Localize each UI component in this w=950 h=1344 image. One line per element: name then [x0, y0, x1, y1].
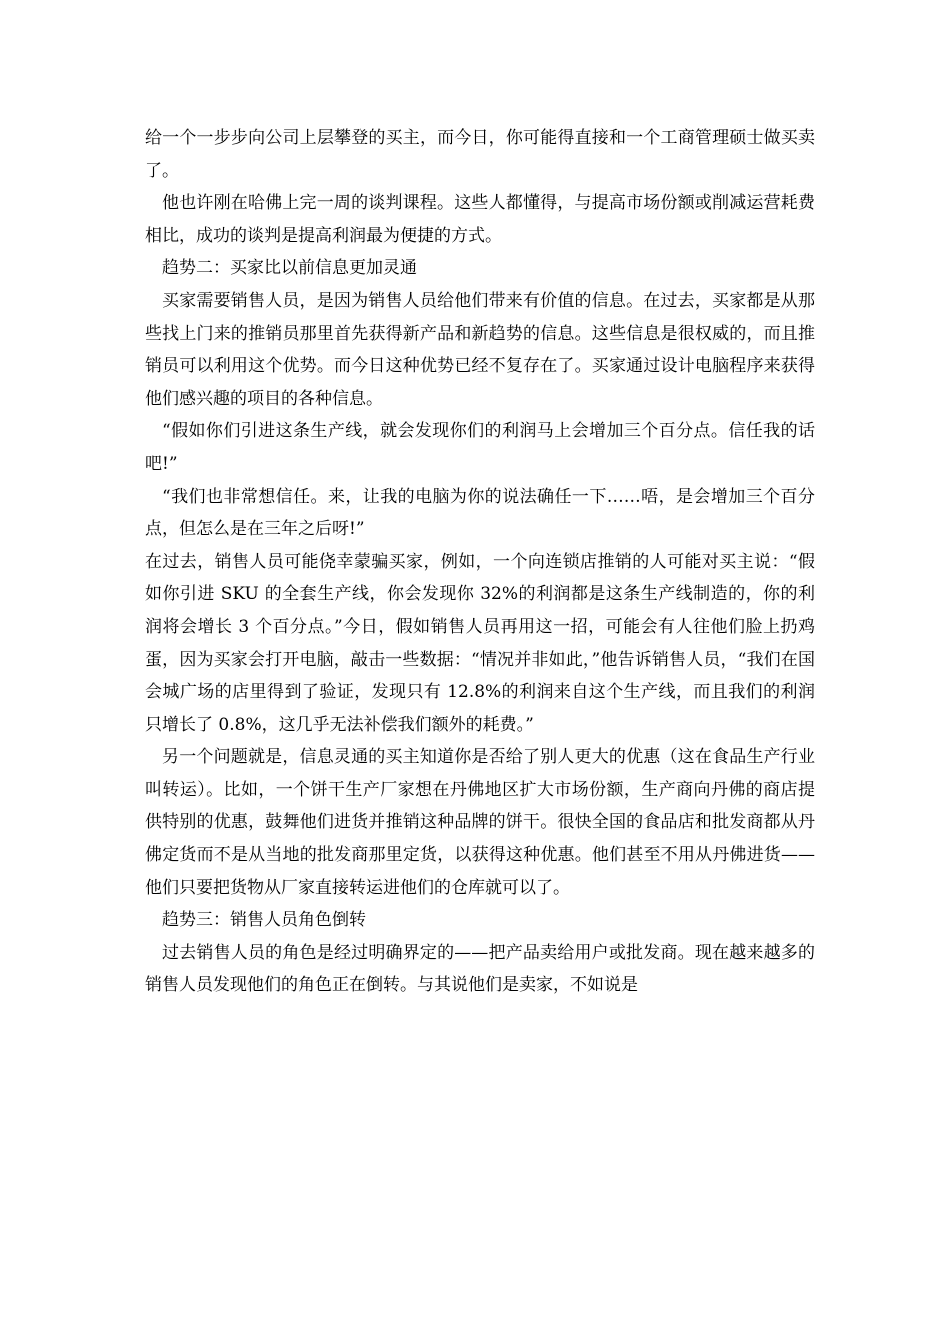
paragraph-4-quote: “假如你们引进这条生产线，就会发现你们的利润马上会增加三个百分点。信任我的话吧!” — [145, 421, 815, 474]
paragraph-2: 他也许刚在哈佛上完一周的谈判课程。这些人都懂得，与提高市场份额或削减运营耗费相比，成功的谈判是提高利润最为便捷的方式。 — [145, 193, 815, 246]
paragraph-8: 过去销售人员的角色是经过明确界定的——把产品卖给用户或批发商。现在越来越多的销售人员发现他们的角色正在倒转。与其说他们是卖家，不如说是 — [145, 942, 815, 996]
paragraph-7: 另一个问题就是，信息灵通的买主知道你是否给了别人更大的优惠（这在食品生产行业叫转运）。比如，一个饼干生产厂家想在丹佛地区扩大市场份额，生产商向丹佛的商店提供特别的优惠，鼓舞他们进货并推销这种品牌的饼干。很快全国的食品店和批发商都从丹佛定货而不是从当地的批发商那里定货，以获得这种优惠。他们甚至不用从丹佛进货——他们只要把货物从厂家直接转运进他们的仓库就可以了。 — [145, 747, 815, 898]
section-heading-trend-2: 趋势二：买家比以前信息更加灵通 — [162, 258, 417, 279]
paragraph-3: 买家需要销售人员，是因为销售人员给他们带来有价值的信息。在过去，买家都是从那些找上门来的推销员那里首先获得新产品和新趋势的信息。这些信息是很权威的，而且推销员可以利用这个优势。而今日这种优势已经不复存在了。买家通过设计电脑程序来获得他们感兴趣的项目的各种信息。 — [145, 290, 815, 409]
paragraph-5-quote: “我们也非常想信任。来，让我的电脑为你的说法确任一下……唔，是会增加三个百分点，但怎么是在三年之后呀!” — [145, 486, 815, 540]
document-page — [145, 122, 815, 1002]
section-heading-trend-3: 趋势三：销售人员角色倒转 — [162, 910, 366, 931]
paragraph-6: 在过去，销售人员可能侥幸蒙骗买家，例如，一个向连锁店推销的人可能对买主说：“假如你引进 SKU 的全套生产线，你会发现你 32%的利润都是这条生产线制造的，你的利润将会增长 3 个百分点。”今日，假如销售人员再用这一招，可能会有人往他们脸上扔鸡蛋，因为买家会打开电脑，敲击一些数据：“情况并非如此，”他告诉销售人员，“我们在国会城广场的店里得到了验证，发现只有 12.8%的利润来自这个生产线，而且我们的利润只增长了 0.8%，这几乎无法补偿我们额外的耗费。” — [145, 551, 815, 735]
paragraph-1: 给一个一步步向公司上层攀登的买主，而今日，你可能得直接和一个工商管理硕士做买卖了。 — [145, 128, 815, 181]
